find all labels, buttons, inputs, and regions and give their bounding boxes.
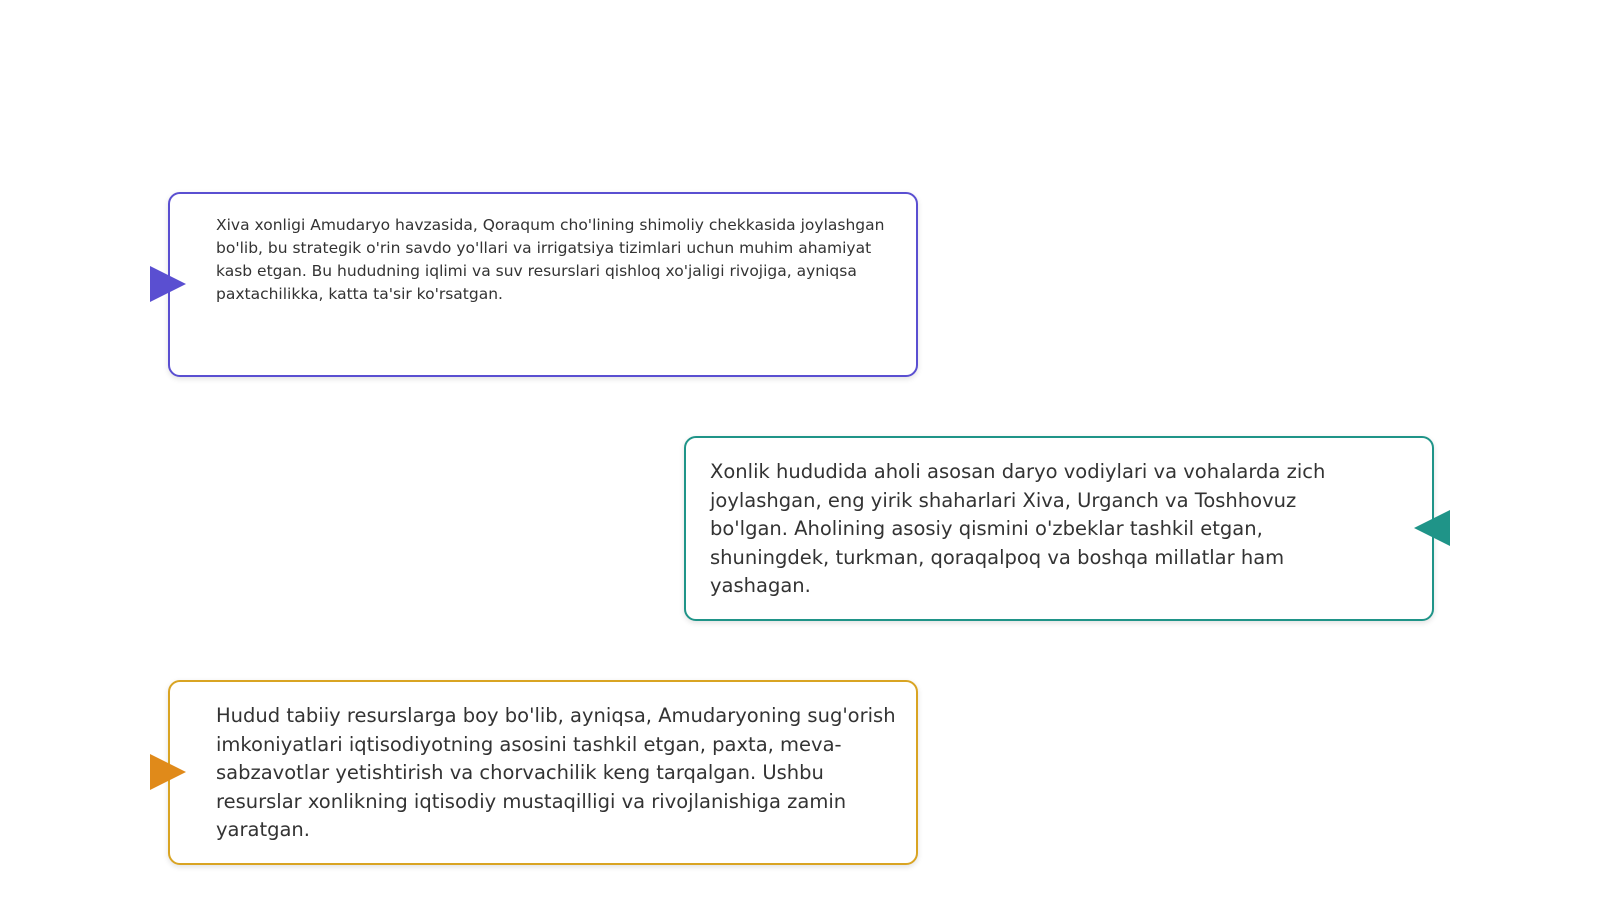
text-card-2	[684, 436, 1434, 621]
triangle-left-icon	[1412, 508, 1452, 548]
card-1-text: Xiva xonligi Amudaryo havzasida, Qoraqum cho'lining shimoliy chekkasida joylashgan bo'lib, bu strategik o'rin savdo yo'llari va irrigatsiya tizimlari uchun muhim ahamiyat kasb etgan. Bu hududning iqlimi va suv resurslari qishloq xo'jaligi rivojiga, ayniqsa paxtachilikka, katta ta'sir ko'rsatgan.	[216, 216, 885, 303]
triangle-right-icon	[148, 752, 188, 792]
card-3-text: Hudud tabiiy resurslarga boy bo'lib, ayniqsa, Amudaryoning sug'orish imkoniyatlari iqtisodiyotning asosini tashkil etgan, paxta, meva-sabzavotlar yetishtirish va chorvachilik keng tarqalgan. Ushbu resurslar xonlikning iqtisodiy mustaqilligi va rivojlanishiga zamin yaratgan.	[216, 704, 896, 841]
text-card-1	[168, 192, 918, 377]
card-2-text: Xonlik hududida aholi asosan daryo vodiylari va vohalarda zich joylashgan, eng yirik shaharlari Xiva, Urganch va Toshhovuz bo'lgan. Aholining asosiy qismini o'zbeklar tashkil etgan, shuningdek, turkman, qoraqalpoq va boshqa millatlar ham yashagan.	[710, 460, 1326, 597]
triangle-right-icon	[148, 264, 188, 304]
text-card-3	[168, 680, 918, 865]
